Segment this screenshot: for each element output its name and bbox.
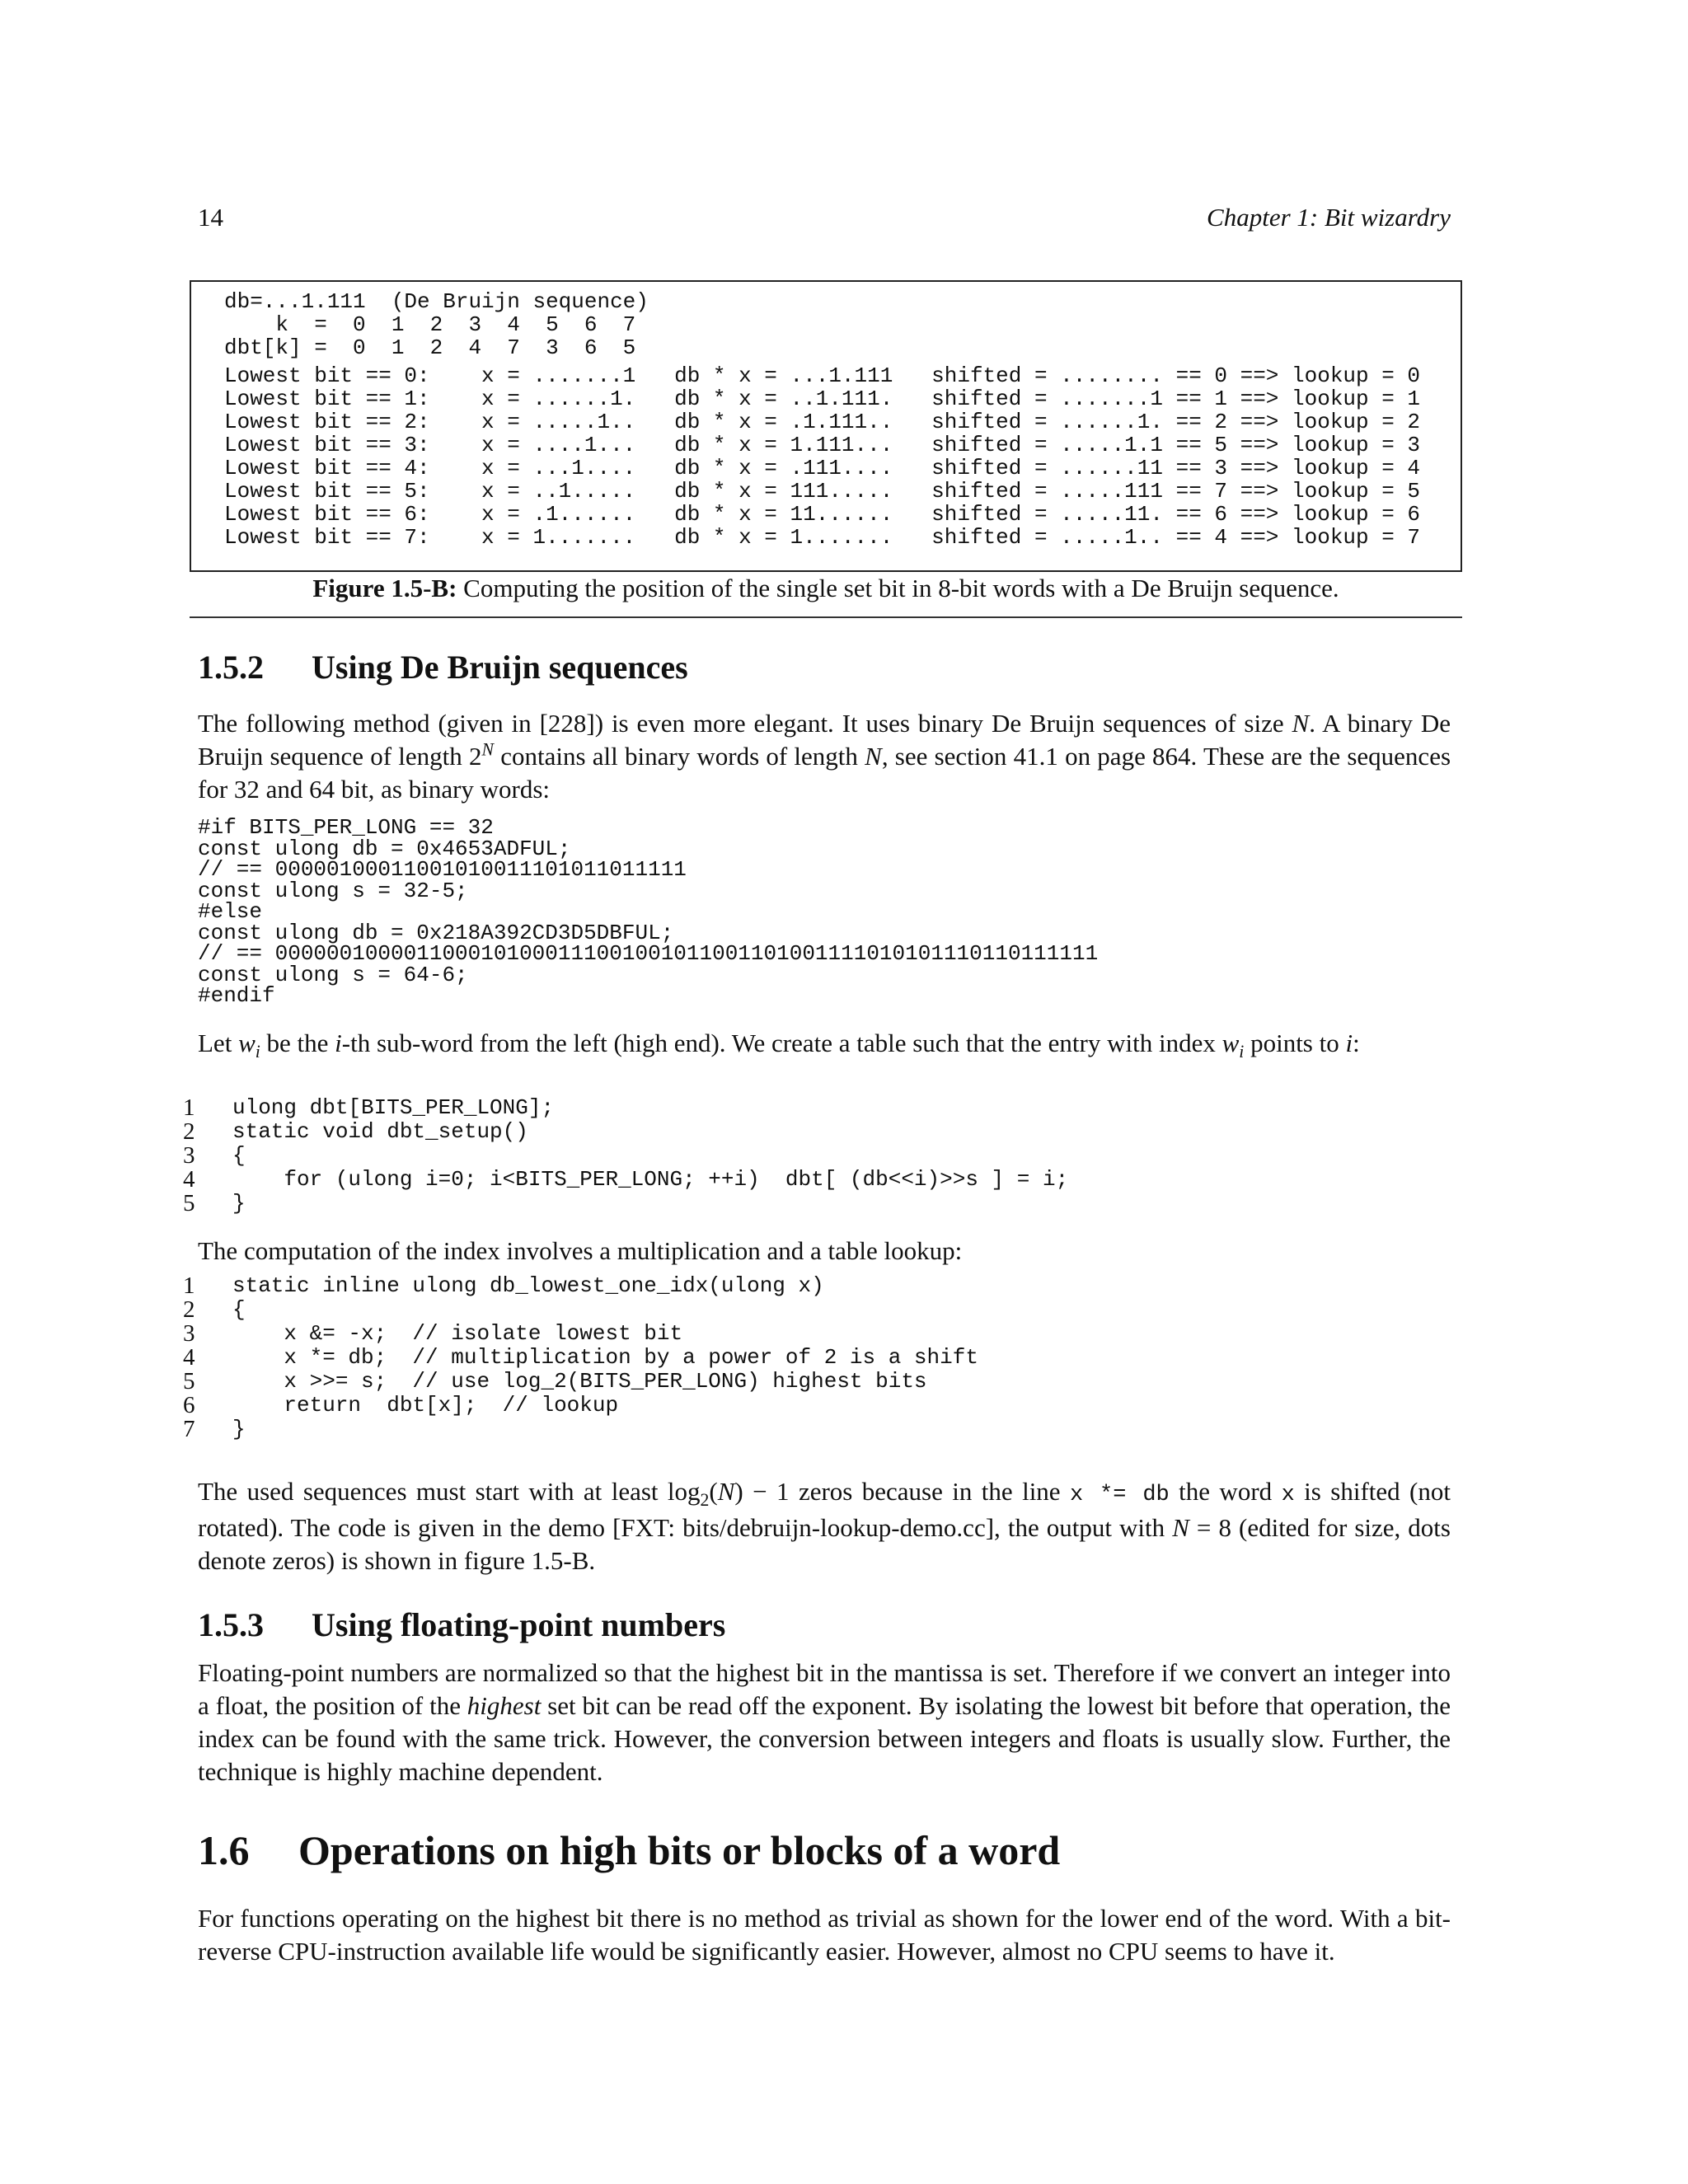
inline-code: x xyxy=(1281,1483,1295,1507)
text: ( xyxy=(709,1477,718,1506)
line-number: 7 xyxy=(183,1416,195,1442)
listing-row xyxy=(183,1274,978,1298)
math-var: N xyxy=(717,1477,735,1506)
figure-line: Lowest bit == 6: x = .1...... db * x = 11...... shifted = .....11. == 6 ==> lookup = 6 xyxy=(224,502,1421,527)
running-head xyxy=(198,203,1451,239)
code-line: } xyxy=(232,1417,246,1441)
figure-line: Lowest bit == 7: x = 1....... db * x = 1....... shifted = .....1.. == 4 ==> lookup = 7 xyxy=(224,525,1421,550)
text: . A binary De Bruijn sequence of length 2 xyxy=(198,709,1451,771)
code-line: for (ulong i=0; i<BITS_PER_LONG; ++i) dbt[ (db<<i)>>s ] = i; xyxy=(232,1167,1069,1192)
figure-line: Lowest bit == 2: x = .....1.. db * x = .1.111.. shifted = ......1. == 2 ==> lookup = 2 xyxy=(224,410,1421,434)
math-var: i xyxy=(335,1029,342,1057)
figure-line: Lowest bit == 0: x = .......1 db * x = ...1.111 shifted = ........ == 0 ==> lookup = 0 xyxy=(224,363,1421,388)
section-title: Operations on high bits or blocks of a word xyxy=(298,1827,1061,1873)
code-line: static void dbt_setup() xyxy=(232,1119,528,1144)
paragraph-high-bits: For functions operating on the highest bit there is no method as trivial as shown for the lower end of the word. With a bit-reverse CPU-instruction available life would be significantly easier. However, almost no CPU seems to have it. xyxy=(198,1904,1451,1966)
figure-caption-text: Computing the position of the single set bit in 8-bit words with a De Bruijn sequence. xyxy=(463,574,1339,602)
figure-output xyxy=(224,290,1420,549)
text: = 8 (edited for size, dots denote zeros) is shown in figure 1.5-B. xyxy=(198,1513,1451,1575)
figure-line: Lowest bit == 5: x = ..1..... db * x = 111..... shifted = .....111 == 7 ==> lookup = 5 xyxy=(224,479,1421,504)
text: ) − 1 zeros because in the line xyxy=(734,1477,1070,1506)
text: The used sequences must start with at least log xyxy=(198,1477,701,1506)
line-number: 2 xyxy=(183,1296,195,1323)
emphasis: highest xyxy=(467,1691,542,1720)
text: set bit can be read off the exponent. By isolating the lowest bit before that operation, the index can be found with the same trick. However, the conversion between integers and floats is usually slow. Further, the technique is highly machine dependent. xyxy=(198,1691,1451,1786)
code-line: { xyxy=(232,1143,246,1168)
figure-box xyxy=(190,280,1462,572)
code-line: return dbt[x]; // lookup xyxy=(232,1393,619,1418)
math-sub: i xyxy=(255,1042,260,1062)
section-title: Using floating-point numbers xyxy=(312,1606,726,1643)
code-line: static inline ulong db_lowest_one_idx(ulong x) xyxy=(232,1273,824,1298)
code-line: #else xyxy=(198,899,263,924)
code-line: // == 00000100011001010011101011011111 xyxy=(198,857,687,882)
math-sup: N xyxy=(481,739,494,760)
paragraph-debruijn-intro xyxy=(198,707,1451,806)
figure-line: k = 0 1 2 3 4 5 6 7 xyxy=(224,312,636,337)
line-number: 3 xyxy=(183,1142,195,1169)
section-number: 1.5.2 xyxy=(198,649,264,686)
text: Let xyxy=(198,1029,239,1057)
text: be the xyxy=(260,1029,335,1057)
section-number: 1.6 xyxy=(198,1827,250,1873)
figure-line: Lowest bit == 3: x = ....1... db * x = 1.111... shifted = .....1.1 == 5 ==> lookup = 3 xyxy=(224,433,1421,457)
listing-row xyxy=(183,1144,1068,1168)
code-line: x >>= s; // use log_2(BITS_PER_LONG) highest bits xyxy=(232,1369,927,1394)
line-number: 3 xyxy=(183,1320,195,1347)
text: The following method (given in [228]) is even more elegant. It uses binary De Bruijn sequences of size xyxy=(198,709,1292,738)
code-line: ulong dbt[BITS_PER_LONG]; xyxy=(232,1095,555,1120)
code-line: x *= db; // multiplication by a power of 2 is a shift xyxy=(232,1345,978,1370)
code-line: } xyxy=(232,1191,246,1216)
code-line: // == 0000001000011000101000111001001011001101001111010101110110111111 xyxy=(198,941,1099,966)
line-number: 1 xyxy=(183,1272,195,1299)
listing-row xyxy=(183,1192,1068,1216)
listing-row xyxy=(183,1394,978,1418)
code-listing-lowest-one-idx xyxy=(183,1274,978,1441)
listing-row xyxy=(183,1120,1068,1144)
listing-row xyxy=(183,1322,978,1346)
text: Floating-point numbers are normalized so that the highest bit in the mantissa is set. Therefore if we convert an integer into a float, the position of the xyxy=(198,1658,1451,1720)
code-line: const ulong db = 0x218A392CD3D5DBFUL; xyxy=(198,920,674,945)
code-listing-dbt-setup xyxy=(183,1096,1068,1216)
figure-caption-label: Figure 1.5-B: xyxy=(312,574,457,602)
code-line: #if BITS_PER_LONG == 32 xyxy=(198,815,494,840)
paragraph-used-sequences xyxy=(198,1475,1451,1577)
text: : xyxy=(1353,1029,1360,1057)
listing-row xyxy=(183,1346,978,1370)
caption-rule xyxy=(190,616,1462,618)
text: points to xyxy=(1244,1029,1346,1057)
text: contains all binary words of length xyxy=(494,742,865,771)
text: , see section 41.1 on page 864. These are the sequences for 32 and 64 bit, as binary words: xyxy=(198,742,1451,804)
section-number: 1.5.3 xyxy=(198,1606,264,1643)
math-var: N xyxy=(865,742,882,771)
math-var: N xyxy=(1172,1513,1189,1542)
figure-caption xyxy=(190,570,1462,607)
section-heading-1-6 xyxy=(198,1826,1060,1874)
code-line: { xyxy=(232,1297,246,1322)
listing-row xyxy=(183,1370,978,1394)
text: the word xyxy=(1169,1477,1282,1506)
code-definitions xyxy=(198,815,1099,1008)
math-var: N xyxy=(1292,709,1310,738)
math-sub: 2 xyxy=(700,1490,710,1511)
paragraph-computation: The computation of the index involves a multiplication and a table lookup: xyxy=(198,1236,963,1265)
math-sub: i xyxy=(1239,1042,1245,1062)
listing-row xyxy=(183,1298,978,1322)
chapter-title: Chapter 1: Bit wizardry xyxy=(1207,203,1451,232)
code-line: const ulong s = 32-5; xyxy=(198,878,468,903)
section-heading-1-5-3 xyxy=(198,1605,725,1644)
code-line: const ulong s = 64-6; xyxy=(198,962,468,987)
page-number: 14 xyxy=(198,203,223,232)
math-var: w xyxy=(1221,1029,1240,1057)
figure-line: Lowest bit == 4: x = ...1.... db * x = .111.... shifted = ......11 == 3 ==> lookup = 4 xyxy=(224,456,1421,480)
figure-line: Lowest bit == 1: x = ......1. db * x = ..1.111. shifted = .......1 == 1 ==> lookup = 1 xyxy=(224,387,1421,411)
listing-row xyxy=(183,1168,1068,1192)
code-line: #endif xyxy=(198,983,275,1008)
line-number: 4 xyxy=(183,1344,195,1371)
line-number: 2 xyxy=(183,1118,195,1145)
paragraph-floating-point xyxy=(198,1657,1451,1788)
listing-row xyxy=(183,1418,978,1441)
line-number: 1 xyxy=(183,1094,195,1121)
section-title: Using De Bruijn sequences xyxy=(312,649,688,686)
paragraph-subword xyxy=(198,1027,1451,1060)
listing-row xyxy=(183,1096,1068,1120)
math-var: i xyxy=(1345,1029,1353,1057)
code-line: const ulong db = 0x4653ADFUL; xyxy=(198,836,571,861)
line-number: 5 xyxy=(183,1368,195,1394)
text: -th sub-word from the left (high end). We create a table such that the entry with index xyxy=(341,1029,1222,1057)
line-number: 6 xyxy=(183,1392,195,1418)
math-var: w xyxy=(238,1029,256,1057)
section-heading-1-5-2 xyxy=(198,648,688,687)
figure-line: db=...1.111 (De Bruijn sequence) xyxy=(224,289,649,314)
figure-line: dbt[k] = 0 1 2 4 7 3 6 5 xyxy=(224,335,636,360)
code-line: x &= -x; // isolate lowest bit xyxy=(232,1321,683,1346)
line-number: 4 xyxy=(183,1166,195,1193)
text: is shifted (not rotated). The code is given in the demo [FXT: bits/debruijn-lookup-demo.cc], the output with xyxy=(198,1477,1451,1542)
line-number: 5 xyxy=(183,1190,195,1216)
inline-code: x *= db xyxy=(1069,1483,1170,1507)
